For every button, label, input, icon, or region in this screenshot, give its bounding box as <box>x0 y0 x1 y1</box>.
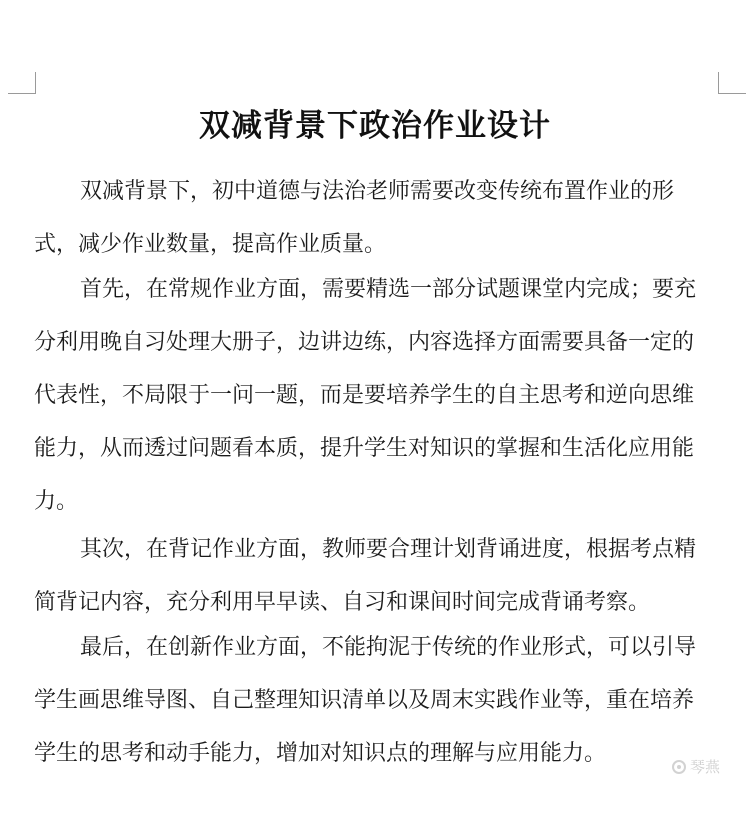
paragraph-intro <box>34 165 724 271</box>
paragraph-line: 其次，在背记作业方面，教师要合理计划背诵进度，根据考点精 <box>80 537 697 562</box>
watermark <box>672 756 720 777</box>
paragraph-line: 学生的思考和动手能力，增加对知识点的理解与应用能力。 <box>34 741 607 766</box>
paragraph-line: 学生画思维导图、自己整理知识清单以及周末实践作业等，重在培养 <box>34 688 695 713</box>
paragraph-routine-homework <box>34 263 724 528</box>
margin-corner-mark-left <box>8 72 36 94</box>
paragraph-line: 最后，在创新作业方面，不能拘泥于传统的作业形式，可以引导 <box>80 635 697 660</box>
paragraph-line: 能力，从而透过问题看本质，提升学生对知识的掌握和生活化应用能 <box>34 436 695 461</box>
paragraph-innovative-homework <box>34 621 724 780</box>
document-title: 双减背景下政治作业设计 <box>199 108 551 144</box>
paragraph-memorization-homework <box>34 523 724 629</box>
paragraph-line: 力。 <box>34 489 79 514</box>
paragraph-line: 首先，在常规作业方面，需要精选一部分试题课堂内完成；要充 <box>80 277 697 302</box>
paragraph-line: 分利用晚自习处理大册子，边讲边练，内容选择方面需要具备一定的 <box>34 330 695 355</box>
watermark-text: 琴燕 <box>690 758 721 776</box>
paragraph-line: 代表性，不局限于一问一题，而是要培养学生的自主思考和逆向思维 <box>34 383 695 408</box>
paragraph-line: 简背记内容，充分利用早早读、自习和课间时间完成背诵考察。 <box>34 590 651 615</box>
paragraph-line: 式，减少作业数量，提高作业质量。 <box>34 232 387 257</box>
margin-corner-mark-right <box>718 72 746 94</box>
watermark-logo-icon <box>672 760 686 774</box>
paragraph-line: 双减背景下，初中道德与法治老师需要改变传统布置作业的形 <box>80 179 675 204</box>
